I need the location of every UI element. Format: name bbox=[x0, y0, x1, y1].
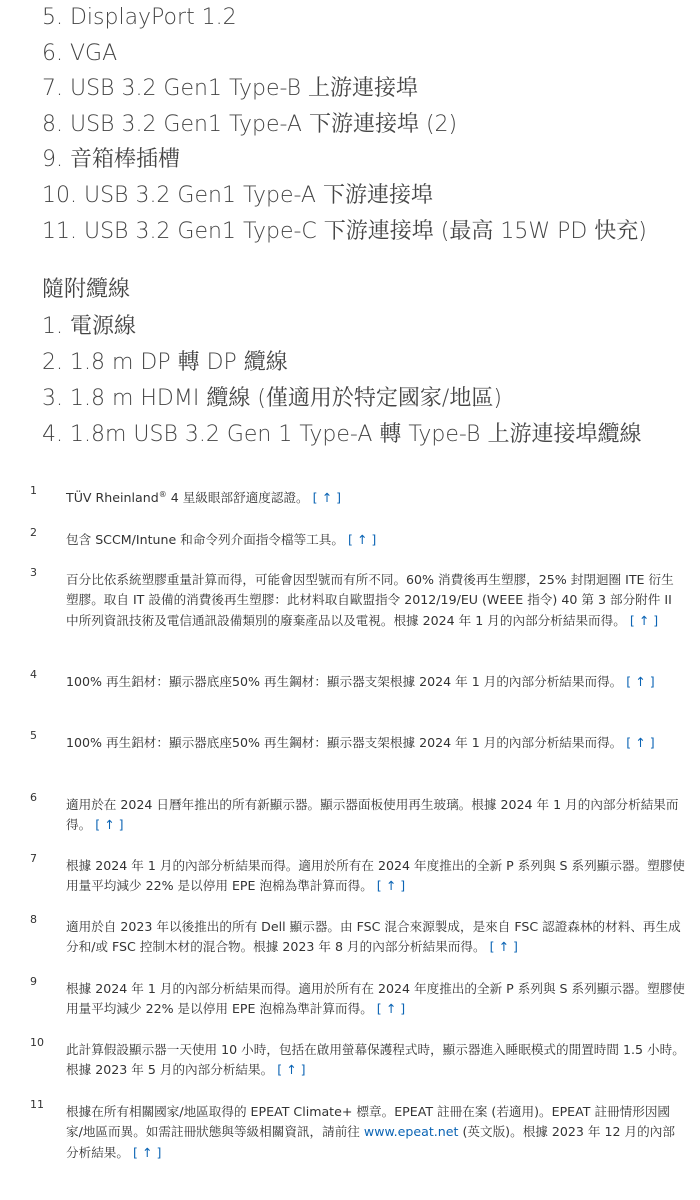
footnote-text: 適用於在 2024 日曆年推出的所有新顯示器。顯示器面板使用再生玻璃。根據 2024 年 1 月的內部分析結果而得。 [ ↑ ] bbox=[66, 797, 679, 833]
footnote-text: TÜV Rheinland® 4 星級眼部舒適度認證。 [ ↑ ] bbox=[66, 489, 342, 505]
footnote-number: 2 bbox=[30, 526, 37, 539]
back-to-top-link[interactable]: [ ↑ ] bbox=[95, 817, 124, 833]
footnote-text: 根據 2024 年 1 月的內部分析結果而得。適用於所有在 2024 年度推出的全新 P 系列與 S 系列顯示器。塑膠使用量平均減少 22% 是以停用 EPE 泡棉為準計算而得。 [ ↑ ] bbox=[66, 981, 685, 1017]
back-to-top-link[interactable]: [ ↑ ] bbox=[277, 1062, 306, 1078]
footnote-number: 11 bbox=[30, 1098, 44, 1111]
footnote-number: 8 bbox=[30, 913, 37, 926]
cable-item: 3. 1.8 m HDMI 纜線 (僅適用於特定國家/地區) bbox=[42, 386, 502, 411]
footnote-number: 1 bbox=[30, 484, 37, 497]
footnote-number: 10 bbox=[30, 1036, 44, 1049]
epeat-link[interactable]: www.epeat.net bbox=[363, 1124, 459, 1140]
ports-list bbox=[42, 0, 692, 249]
footnote-number: 9 bbox=[30, 975, 37, 988]
footnote-text: 根據在所有相關國家/地區取得的 EPEAT Climate+ 標章。EPEAT 註冊在案 (若適用)。EPEAT 註冊情形因國家/地區而異。如需註冊狀態與等級相關資訊，請前往 www.epeat.net (英文版)。根據 2023 年 12 月的內部分析結果。 [ ↑ ] bbox=[66, 1104, 675, 1160]
footnote-text: 適用於自 2023 年以後推出的所有 Dell 顯示器。由 FSC 混合來源製成，是來自 FSC 認證森林的材料、再生成分和/或 FSC 控制木材的混合物。根據 2023 年 8 月的內部分析結果而得。 [ ↑ ] bbox=[66, 919, 681, 955]
back-to-top-link[interactable]: [ ↑ ] bbox=[312, 490, 342, 505]
port-item: 6. VGA bbox=[42, 40, 118, 66]
footnote-number: 3 bbox=[30, 566, 37, 579]
back-to-top-link[interactable]: [ ↑ ] bbox=[376, 1001, 406, 1017]
port-item: 8. USB 3.2 Gen1 Type-A 下游連接埠 (2) bbox=[42, 111, 458, 137]
port-item: 5. DisplayPort 1.2 bbox=[42, 5, 237, 30]
footnote-text: 百分比依系統塑膠重量計算而得，可能會因型號而有所不同。60% 消費後再生塑膠，25% 封閉迴圈 ITE 衍生塑膠。取自 IT 設備的消費後再生塑膠：此材料取自歐盟指令 2012/19/EU (WEEE 指令) 40 第 3 部分附件 II 中所列資訊技術及電信通訊設備類別的廢棄產品以及電視。根據 2024 年 1 月的內部分析結果而得。 [ ↑ ] bbox=[66, 572, 674, 628]
back-to-top-link[interactable]: [ ↑ ] bbox=[629, 612, 659, 628]
footnote-number: 4 bbox=[30, 668, 37, 681]
cable-item: 2. 1.8 m DP 轉 DP 纜線 bbox=[42, 350, 288, 375]
cable-item: 4. 1.8m USB 3.2 Gen 1 Type-A 轉 Type-B 上游連接埠纜線 bbox=[42, 422, 642, 447]
port-item: 11. USB 3.2 Gen1 Type-C 下游連接埠 (最高 15W PD 快充) bbox=[42, 218, 647, 244]
cable-item: 1. 電源線 bbox=[42, 314, 136, 339]
footnote-text: 此計算假設顯示器一天使用 10 小時，包括在啟用螢幕保護程式時，顯示器進入睡眠模式的閒置時間 1.5 小時。根據 2023 年 5 月的內部分析結果。 [ ↑ ] bbox=[66, 1042, 685, 1078]
footnote-text: 根據 2024 年 1 月的內部分析結果而得。適用於所有在 2024 年度推出的全新 P 系列與 S 系列顯示器。塑膠使用量平均減少 22% 是以停用 EPE 泡棉為準計算而得。 [ ↑ ] bbox=[66, 858, 685, 894]
footnote-number: 6 bbox=[30, 791, 37, 804]
registered-mark: ® bbox=[158, 489, 167, 499]
port-item: 7. USB 3.2 Gen1 Type-B 上游連接埠 bbox=[42, 76, 419, 102]
back-to-top-link[interactable]: [ ↑ ] bbox=[376, 878, 406, 894]
footnote-text: 100% 再生鋁材：顯示器底座50% 再生鋼材：顯示器支架根據 2024 年 1 月的內部分析結果而得。 [ ↑ ] bbox=[66, 674, 655, 689]
back-to-top-link[interactable]: [ ↑ ] bbox=[626, 735, 655, 750]
back-to-top-link[interactable]: [ ↑ ] bbox=[626, 674, 655, 689]
footnote-number: 7 bbox=[30, 852, 37, 865]
back-to-top-link[interactable]: [ ↑ ] bbox=[132, 1144, 162, 1160]
cables-heading: 隨附纜線 bbox=[42, 277, 131, 302]
port-item: 10. USB 3.2 Gen1 Type-A 下游連接埠 bbox=[42, 182, 433, 208]
footnote-text: 包含 SCCM/Intune 和命令列介面指令檔等工具。 [ ↑ ] bbox=[66, 532, 377, 547]
port-item: 9. 音箱棒插槽 bbox=[42, 147, 180, 173]
back-to-top-link[interactable]: [ ↑ ] bbox=[489, 939, 518, 955]
back-to-top-link[interactable]: [ ↑ ] bbox=[347, 532, 377, 547]
cables-list bbox=[42, 309, 692, 453]
footnote-number: 5 bbox=[30, 729, 37, 742]
footnote-text: 100% 再生鋁材：顯示器底座50% 再生鋼材：顯示器支架根據 2024 年 1 月的內部分析結果而得。 [ ↑ ] bbox=[66, 735, 655, 750]
